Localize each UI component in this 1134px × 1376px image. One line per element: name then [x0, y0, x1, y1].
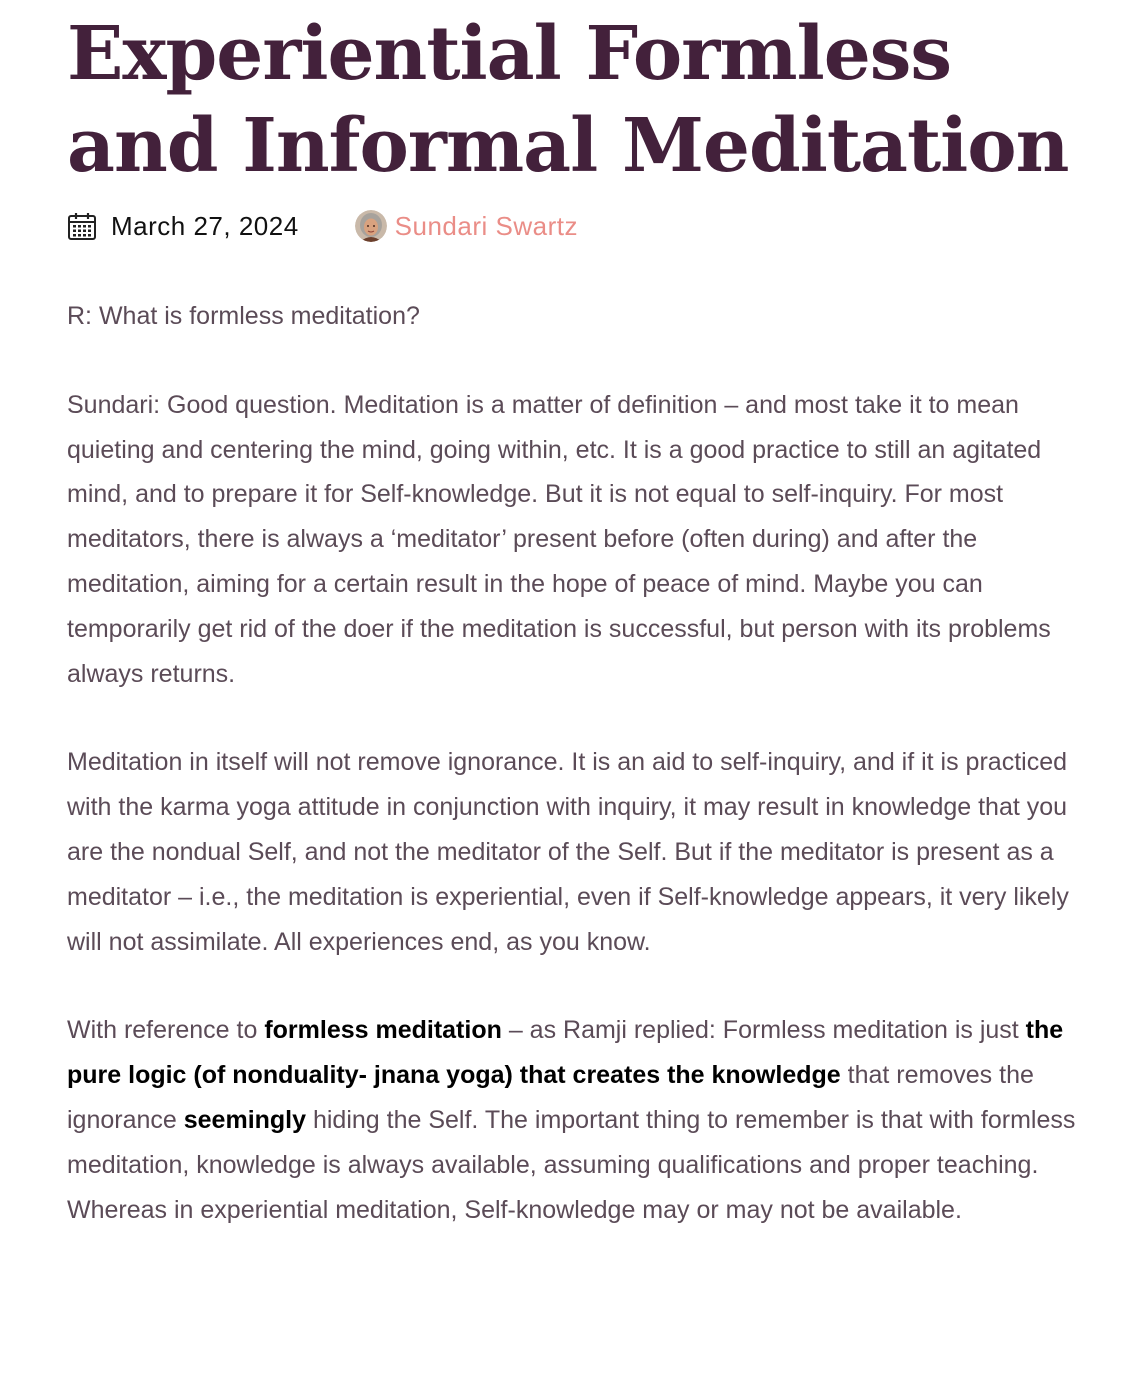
paragraph-answer-intro: Sundari: Good question. Meditation is a matter of definition – and most take it to mean quieting and centering the mind, going within, etc. It is a good practice to still an agitated mind, and to prepare it for Self-knowledge. But it is not equal to self-inquiry. For most meditators, there is always a ‘meditator’ present before (often during) and after the meditation, aiming for a certain result in the hope of peace of mind. Maybe you can temporarily get rid of the doer if the meditation is successful, but person with its problems always returns.: [67, 390, 1051, 688]
text-span: With reference to: [67, 1016, 265, 1045]
bold-text: the pure logic (of nonduality- jnana yoga) that creates the knowledge: [67, 1016, 1064, 1090]
paragraph-question: R: What is formless meditation?: [67, 302, 420, 330]
post-meta: [67, 206, 1087, 246]
paragraph-formless: [67, 1008, 1087, 1232]
post-date-text: March 27, 2024: [111, 210, 299, 241]
article-body: [67, 294, 1087, 1232]
text-span: hiding the Self. The important thing to remember is that with formless meditation, knowledge is always available, assuming qualifications and proper teaching. Whereas in experiential meditation, Self-knowledge may or may not be available.: [67, 1105, 1076, 1224]
post-author[interactable]: [355, 210, 578, 242]
calendar-icon: [67, 211, 97, 241]
paragraph-ignorance: Meditation in itself will not remove ignorance. It is an aid to self-inquiry, and if it is practiced with the karma yoga attitude in conjunction with inquiry, it may result in knowledge that you are the nondual Self, and not the meditator of the Self. But if the meditator is present as a meditator – i.e., the meditation is experiential, even if Self-knowledge appears, it very likely will not assimilate. All experiences end, as you know.: [67, 748, 1069, 956]
post-date: [67, 211, 299, 242]
text-span: that removes the ignorance: [67, 1061, 1034, 1134]
article: [67, 0, 1087, 1276]
text-span: – as Ramji replied: Formless meditation is just: [501, 1016, 1026, 1045]
bold-text: seemingly: [183, 1105, 307, 1134]
bold-text: formless meditation: [264, 1016, 502, 1045]
page-title: Experiential Formless and Informal Meditation: [67, 11, 1069, 189]
author-link[interactable]: Sundari Swartz: [394, 210, 578, 241]
author-avatar[interactable]: [355, 210, 387, 242]
